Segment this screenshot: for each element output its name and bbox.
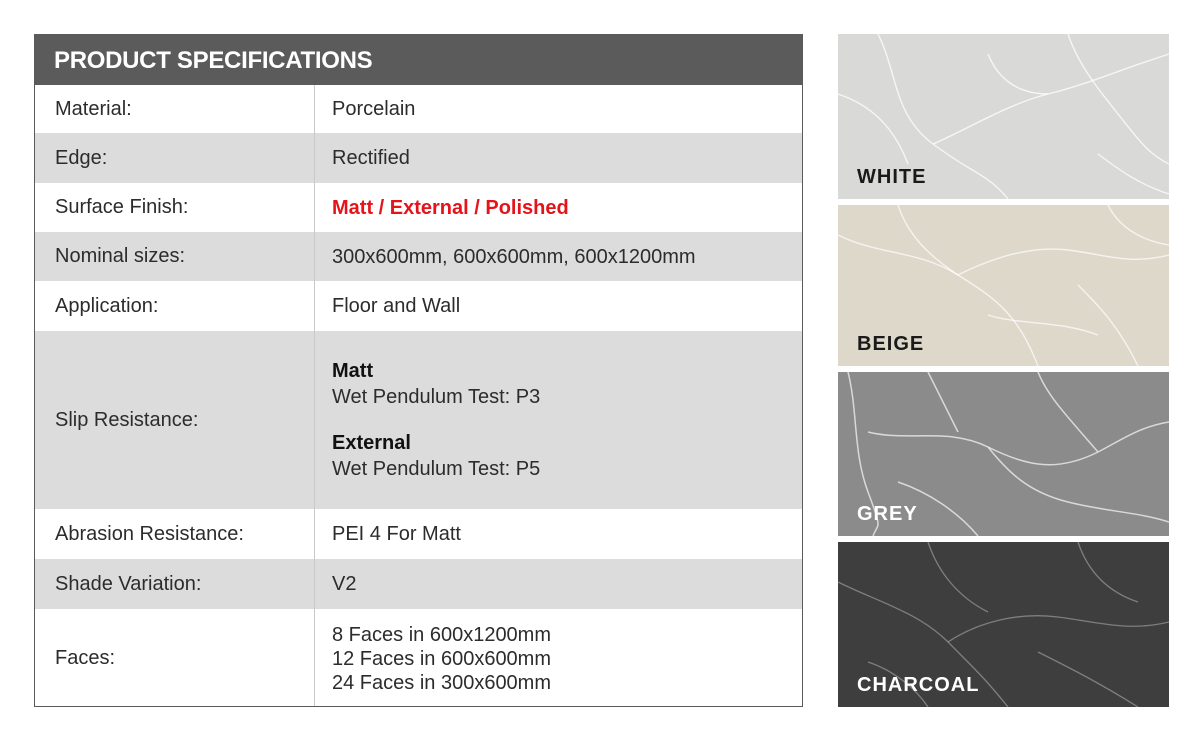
spec-label: Abrasion Resistance: — [55, 522, 244, 545]
slip-text: Wet Pendulum Test: P3 — [332, 386, 541, 408]
faces-line: 8 Faces in 600x1200mm — [332, 623, 552, 646]
spec-label: Surface Finish: — [55, 196, 189, 218]
slip-text: Wet Pendulum Test: P5 — [332, 458, 541, 480]
spec-value: V2 — [332, 573, 357, 595]
swatch-label: GREY — [857, 503, 918, 525]
spec-value — [332, 331, 540, 509]
row-divider — [314, 183, 315, 232]
spec-value-highlighted: Matt / External / Polished — [332, 196, 569, 219]
row-divider — [314, 331, 315, 509]
spec-label: Material: — [55, 97, 132, 120]
spec-row-abrasion-resistance — [35, 509, 802, 559]
slip-block-matt — [332, 358, 540, 410]
faces-line: 24 Faces in 300x600mm — [332, 671, 552, 694]
spec-label: Nominal sizes: — [55, 245, 186, 267]
spec-value: Floor and Wall — [332, 295, 461, 317]
spec-value: 300x600mm, 600x600mm, 600x1200mm — [332, 245, 696, 268]
swatch-charcoal — [838, 542, 1169, 707]
spec-row-nominal-sizes — [35, 232, 802, 281]
spec-row-material — [35, 85, 802, 133]
spec-label: Slip Resistance: — [55, 408, 199, 431]
spec-value: Porcelain — [332, 98, 416, 120]
spec-row-slip-resistance — [35, 331, 802, 509]
slip-title: External — [332, 432, 411, 454]
swatch-grey — [838, 372, 1169, 536]
swatch-white — [838, 34, 1169, 199]
row-divider — [314, 509, 315, 559]
spec-label: Application: — [55, 294, 159, 317]
spec-row-application — [35, 281, 802, 331]
slip-title: Matt — [332, 360, 374, 382]
spec-label: Edge: — [55, 146, 108, 169]
faces-line: 12 Faces in 600x600mm — [332, 647, 552, 670]
spec-row-surface-finish — [35, 183, 802, 232]
slip-block-external — [332, 430, 540, 482]
row-divider — [314, 559, 315, 609]
row-divider — [314, 232, 315, 281]
row-divider — [314, 281, 315, 331]
row-divider — [314, 609, 315, 707]
spec-row-shade-variation — [35, 559, 802, 609]
product-specifications-table — [34, 34, 803, 707]
spec-value: Rectified — [332, 147, 410, 169]
spec-value — [332, 609, 551, 707]
spec-row-faces — [35, 609, 802, 707]
spec-row-edge — [35, 133, 802, 183]
row-divider — [314, 85, 315, 133]
swatch-beige — [838, 205, 1169, 366]
spec-label: Shade Variation: — [55, 572, 202, 595]
spec-value: PEI 4 For Matt — [332, 523, 461, 545]
spec-label: Faces: — [55, 647, 116, 669]
swatch-label: WHITE — [857, 166, 927, 188]
row-divider — [314, 133, 315, 183]
swatch-label: CHARCOAL — [857, 674, 980, 696]
spec-title: PRODUCT SPECIFICATIONS — [35, 35, 802, 85]
swatch-label: BEIGE — [857, 333, 925, 355]
